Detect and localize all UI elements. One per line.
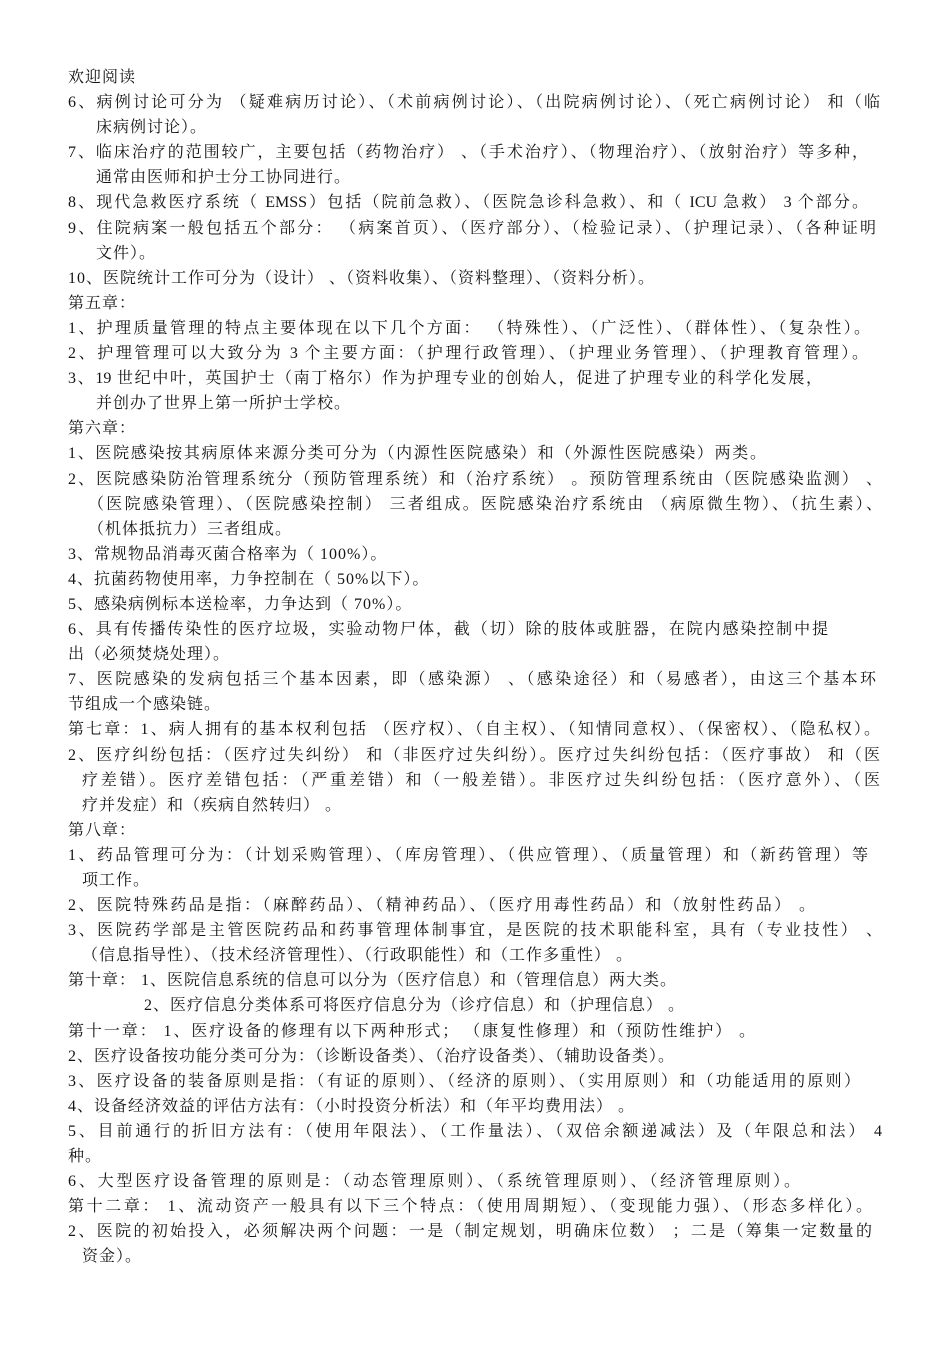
document-line: 3、医疗设备的装备原则是指：（有证的原则）、（经济的原则）、（实用原则）和（功能适用的原则） bbox=[68, 1072, 860, 1090]
document-line: 并创办了世界上第一所护士学校。 bbox=[96, 395, 352, 413]
document-line: 出（必须焚烧处理）。 bbox=[68, 646, 231, 664]
document-line: 8、现代急救医疗系统（ EMSS）包括（院前急救）、（医院急诊科急救）、和（ ICU 急救） 3 个部分。 bbox=[68, 194, 868, 212]
document-line: 种。 bbox=[68, 1148, 103, 1166]
document-line: （医院感染管理）、（医院感染控制） 三者组成。医院感染治疗系统由 （病原微生物）、（抗生素）、 bbox=[88, 495, 882, 513]
document-line: 2、医疗设备按功能分类可分为：（诊断设备类）、（治疗设备类）、（辅助设备类）。 bbox=[68, 1047, 676, 1065]
document-line: 7、医院感染的发病包括三个基本因素，即（感染源） 、（感染途径）和（易感者），由这三个基本环 bbox=[68, 671, 876, 689]
document-line: （信息指导性）、（技术经济管理性）、（行政职能性）和（工作多重性） 。 bbox=[82, 947, 634, 965]
document-line: 3、医院药学部是主管医院药品和药事管理体制事宜，是医院的技术职能科室，具有（专业技性） 、 bbox=[68, 922, 882, 940]
document-line: 6、病例讨论可分为 （疑难病历讨论）、（术前病例讨论）、（出院病例讨论）、（死亡病例讨论） 和（临 bbox=[68, 94, 880, 112]
document-line: 3、19 世纪中叶，英国护士（南丁格尔）作为护理专业的创始人，促进了护理专业的科学化发展， bbox=[68, 370, 822, 388]
document-line: 2、医疗信息分类体系可将医疗信息分为（诊疗信息）和（护理信息） 。 bbox=[144, 997, 686, 1015]
document-line: 第十章： 1、医院信息系统的信息可以分为（医疗信息）和（管理信息）两大类。 bbox=[68, 972, 678, 990]
document-line: 第十一章： 1、医疗设备的修理有以下两种形式； （康复性修理）和（预防性维护） 。 bbox=[68, 1022, 755, 1040]
page-header: 欢迎阅读 bbox=[68, 69, 137, 86]
document-line: 5、感染病例标本送检率，力争达到（ 70%）。 bbox=[68, 595, 413, 613]
document-line: 4、设备经济效益的评估方法有：（小时投资分析法）和（年平均费用法） 。 bbox=[68, 1097, 636, 1115]
document-line: 6、大型医疗设备管理的原则是：（动态管理原则）、（系统管理原则）、（经济管理原则）。 bbox=[68, 1173, 800, 1191]
document-line: 9、住院病案一般包括五个部分： （病案首页）、（医疗部分）、（检验记录）、（护理记录）、（各种证明 bbox=[68, 219, 876, 237]
document-line: 节组成一个感染链。 bbox=[68, 696, 222, 714]
chapter-heading: 第五章： bbox=[68, 294, 137, 312]
document-line: 资金）。 bbox=[82, 1248, 143, 1266]
chapter-heading: 第八章： bbox=[68, 821, 137, 839]
document-line: 2、医院的初始投入，必须解决两个问题：一是（制定规划，明确床位数） ；二是（筹集一定数量的 bbox=[68, 1223, 872, 1241]
document-line: 2、医院感染防治管理系统分（预防管理系统）和（治疗系统） 。预防管理系统由（医院感染监测） 、 bbox=[68, 470, 882, 488]
document-line: 4、抗菌药物使用率，力争控制在（ 50%以下）。 bbox=[68, 570, 430, 588]
chapter-heading: 第六章： bbox=[68, 420, 137, 438]
document-line: 2、医院特殊药品是指：（麻醉药品）、（精神药品）、（医疗用毒性药品）和（放射性药品） 。 bbox=[68, 897, 815, 915]
document-line: 2、医疗纠纷包括：（医疗过失纠纷） 和（非医疗过失纠纷）。医疗过失纠纷包括：（医疗事故） 和（医 bbox=[68, 746, 880, 764]
document-line: 1、医院感染按其病原体来源分类可分为（内源性医院感染）和（外源性医院感染）两类。 bbox=[68, 445, 766, 463]
document-line: 10、医院统计工作可分为（设计） 、（资料收集）、（资料整理）、（资料分析）。 bbox=[68, 269, 656, 287]
document-line: 7、临床治疗的范围较广，主要包括（药物治疗） 、（手术治疗）、（物理治疗）、（放射治疗）等多种， bbox=[68, 144, 868, 162]
document-line: 6、具有传播传染性的医疗垃圾，实验动物尸体，截（切）除的肢体或脏器，在院内感染控制中提 bbox=[68, 621, 828, 639]
document-line: 5、目前通行的折旧方法有：（使用年限法）、（工作量法）、（双倍余额递减法）及（年限总和法） 4 bbox=[68, 1122, 882, 1140]
document-line: 第十二章： 1、流动资产一般具有以下三个特点：（使用周期短）、（变现能力强）、（形态多样化）。 bbox=[68, 1198, 872, 1216]
document-line: 疗差错）。医疗差错包括：（严重差错）和（一般差错）。非医疗过失纠纷包括：（医疗意外）、（医 bbox=[82, 771, 880, 789]
document-line: 3、常规物品消毒灭菌合格率为（ 100%）。 bbox=[68, 545, 388, 563]
document-line: （机体抵抗力）三者组成。 bbox=[88, 520, 293, 538]
document-line: 项工作。 bbox=[82, 872, 151, 889]
document-line: 第七章：1、病人拥有的基本权利包括 （医疗权）、（自主权）、（知情同意权）、（保密权）、（隐私权）。 bbox=[68, 721, 880, 739]
document-line: 床病例讨论）。 bbox=[96, 119, 208, 137]
document-line: 1、护理质量管理的特点主要体现在以下几个方面： （特殊性）、（广泛性）、（群体性）、（复杂性）。 bbox=[68, 319, 870, 337]
document-line: 通常由医师和护士分工协同进行。 bbox=[96, 169, 352, 187]
document-line: 疗并发症）和（疾病自然转归） 。 bbox=[82, 796, 343, 814]
document-line: 2、护理管理可以大致分为 3 个主要方面：（护理行政管理）、（护理业务管理）、（护理教育管理）。 bbox=[68, 345, 868, 363]
document-line: 1、药品管理可分为：（计划采购管理）、（库房管理）、（供应管理）、（质量管理）和（新药管理）等 bbox=[68, 846, 868, 864]
document-body bbox=[0, 65, 950, 1270]
document-line: 文件）。 bbox=[96, 244, 157, 262]
